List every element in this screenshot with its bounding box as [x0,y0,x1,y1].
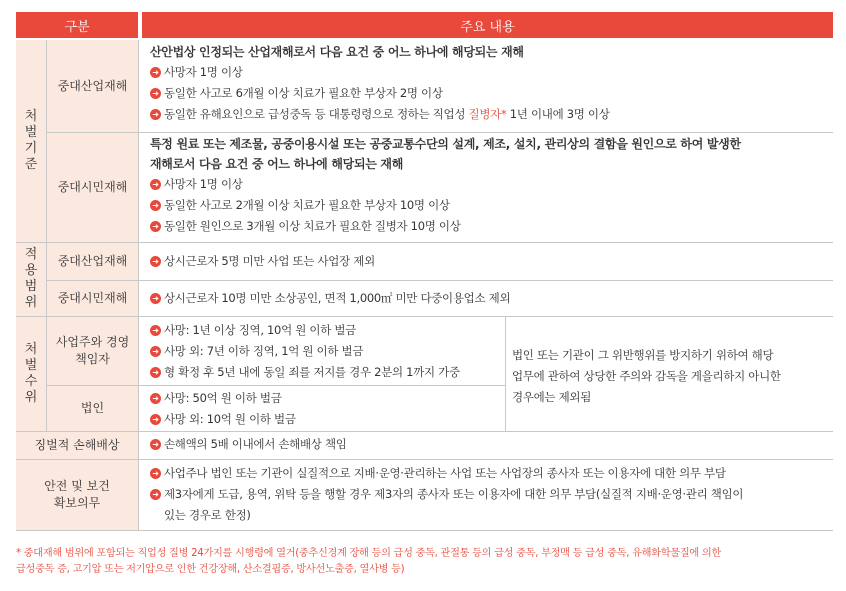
criteria-civil-content [150,134,830,237]
list-item: ➜ 손해액의 5배 이내에서 손해배상 책임 [150,434,830,455]
list-item: ➜ 동일한 사고로 2개월 이상 치료가 필요한 부상자 10명 이상 [150,195,830,216]
arrow-circle-icon: ➜ [150,256,161,267]
group-label-criteria [16,40,46,242]
arrow-circle-icon: ➜ [150,67,161,78]
arrow-circle-icon: ➜ [150,439,161,450]
scope-civil-content [150,288,830,309]
arrow-circle-icon: ➜ [150,325,161,336]
highlight-disease: 질병자* [468,107,507,121]
col-divider [505,316,506,431]
row-divider [46,132,833,133]
list-item: ➜ 사업주나 법인 또는 기관이 실질적으로 지배·운영·관리하는 사업 또는 사업장의 종사자 또는 이용자에 대한 의무 부담 [150,463,833,484]
list-item: ➜ 동일한 원인으로 3개월 이상 치료가 필요한 질병자 10명 이상 [150,216,830,237]
category-owner-line2: 책임자 [75,352,110,366]
category-safety-duty-line1: 안전 및 보건 [44,479,110,493]
penalty-corporation-content [150,388,502,430]
criteria-civil-heading-1: 특정 원료 또는 제조물, 공중이용시설 또는 공중교통수단의 설계, 제조, 설치, 관리상의 결함을 원인으로 하여 발생한 [150,137,741,151]
footnote-line2: 급성중독 증, 고기압 또는 저기압으로 인한 건강장해, 산소결핍증, 방사선노출증, 열사병 등) [16,564,405,575]
arrow-circle-icon: ➜ [150,88,161,99]
safety-duty-content [150,463,833,526]
arrow-circle-icon: ➜ [150,346,161,357]
row-divider [16,530,833,531]
list-item: ➜ 사망 외: 7년 이하 징역, 1억 원 이하 벌금 [150,341,502,362]
category-owner-line1: 사업주와 경영 [55,335,130,349]
list-item: ➜ 사망자 1명 이상 [150,62,830,83]
list-item: ➜ 사망: 1년 이상 징역, 10억 원 이하 벌금 [150,320,502,341]
category-safety-duty-line2: 확보의무 [53,496,101,510]
list-item: ➜ 형 확정 후 5년 내에 동일 죄를 저지를 경우 2분의 1까지 가중 [150,362,502,383]
category-scope-civil: 중대시민재해 [57,291,128,305]
vertical-label: 적 용 범 위 [24,247,38,310]
list-item: ➜ 제3자에게 도급, 용역, 위탁 등을 행할 경우 제3자의 종사자 또는 이용자에 대한 의무 부담(실질적 지배·운영·관리 책임이 [150,484,833,505]
criteria-civil-heading-2: 재해로서 다음 요건 중 어느 하나에 해당되는 재해 [150,157,403,171]
group-label-penalty [16,316,46,431]
arrow-circle-icon: ➜ [150,221,161,232]
list-item-continuation: 있는 경우로 한정) [164,508,251,522]
category-safety-duty [16,460,138,530]
group-label-scope [16,242,46,316]
criteria-industrial-content [150,42,830,125]
arrow-circle-icon: ➜ [150,393,161,404]
arrow-circle-icon: ➜ [150,414,161,425]
category-serious-civil: 중대시민재해 [57,180,128,194]
arrow-circle-icon: ➜ [150,468,161,479]
category-owner [47,317,138,385]
header-category: 구분 [16,12,138,38]
arrow-circle-icon: ➜ [150,293,161,304]
penalty-exemption-note: 법인 또는 기관이 그 위반행위를 방지하기 위하여 해당 업무에 관하여 상당한 주의와 감독을 게을리하지 아니한 경우에는 제외됨 [512,348,781,404]
category-corporation: 법인 [80,401,105,415]
col-divider [138,40,139,530]
arrow-circle-icon: ➜ [150,489,161,500]
punitive-damages-content [150,434,830,455]
list-item: ➜ 상시근로자 5명 미만 사업 또는 사업장 제외 [150,251,830,272]
arrow-circle-icon: ➜ [150,200,161,211]
list-item: ➜ 사망 외: 10억 원 이하 벌금 [150,409,502,430]
category-punitive-damages: 징벌적 손해배상 [34,438,120,452]
footnote-line1: * 중대재해 범위에 포함되는 직업성 질병 24가지를 시행령에 열거(중추신경계 장해 등의 급성 중독, 관절통 등의 급성 중독, 부정맥 등 급성 중독, 유해화학물질에 의한 [16,548,721,559]
list-item: ➜ 사망: 50억 원 이하 벌금 [150,388,502,409]
vertical-label: 처 벌 기 준 [24,109,38,172]
vertical-label: 처 벌 수 위 [24,341,38,405]
category-serious-industrial: 중대산업재해 [57,78,128,93]
list-item: ➜ 동일한 유해요인으로 급성중독 등 대통령령으로 정하는 직업성 질병자* 1년 이내에 3명 이상 [150,104,830,125]
criteria-industrial-heading: 산안법상 인정되는 산업재해로서 다음 요건 중 어느 하나에 해당되는 재해 [150,45,524,59]
list-item: ➜ 사망자 1명 이상 [150,174,830,195]
category-scope-industrial: 중대산업재해 [57,254,128,268]
scope-industrial-content [150,251,830,272]
list-item: ➜ 상시근로자 10명 미만 소상공인, 면적 1,000㎡ 미만 다중이용업소 제외 [150,288,830,309]
row-divider [46,280,833,281]
arrow-circle-icon: ➜ [150,367,161,378]
arrow-circle-icon: ➜ [150,179,161,190]
arrow-circle-icon: ➜ [150,109,161,120]
header-content: 주요 내용 [142,12,833,38]
footnote [16,546,836,578]
penalty-owner-content [150,320,502,383]
list-item: ➜ 동일한 사고로 6개월 이상 치료가 필요한 부상자 2명 이상 [150,83,830,104]
